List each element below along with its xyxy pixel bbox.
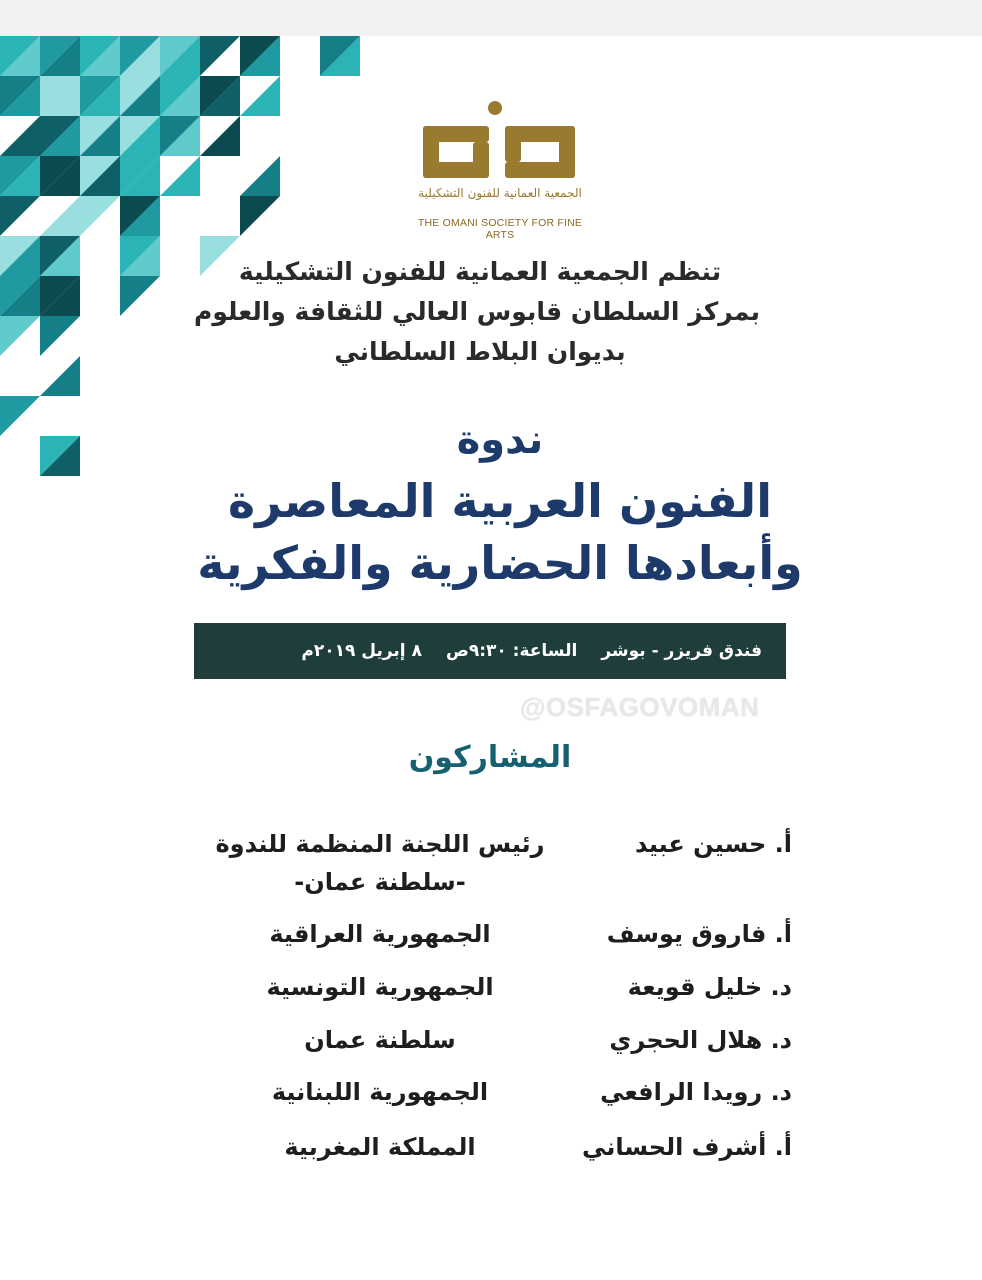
event-time: الساعة: ٩:٣٠ص bbox=[445, 641, 578, 661]
participant-role: الجمهورية التونسية bbox=[266, 973, 494, 1001]
title-line-1: ندوة bbox=[456, 417, 544, 463]
watermark: @OSFAGOVOMAN bbox=[520, 692, 760, 722]
participant-row bbox=[180, 1026, 800, 1076]
participant-row bbox=[180, 1133, 800, 1183]
participant-role: سلطنة عمان bbox=[304, 1026, 456, 1054]
participant-role-line-2: -سلطنة عمان- bbox=[294, 868, 466, 896]
pattern-triangle bbox=[160, 156, 200, 196]
title-line-2: الفنون العربية المعاصرة bbox=[228, 474, 772, 528]
participant-name: أ. أشرف الحساني bbox=[582, 1133, 792, 1161]
participant-name: أ. فاروق يوسف bbox=[606, 920, 792, 948]
pattern-triangle bbox=[200, 116, 240, 156]
intro-line-2: بمركز السلطان قابوس العالي للثقافة والعلوم bbox=[194, 297, 760, 326]
participant-name: د. رويدا الرافعي bbox=[600, 1078, 792, 1106]
top-strip bbox=[0, 0, 982, 36]
participant-row bbox=[180, 1078, 800, 1128]
seminar-title bbox=[150, 410, 850, 594]
participant-row bbox=[180, 973, 800, 1023]
intro-line-1: تنظم الجمعية العمانية للفنون التشكيلية bbox=[238, 257, 722, 286]
pattern-triangle bbox=[40, 316, 80, 356]
participant-row bbox=[180, 920, 800, 970]
pattern-triangle bbox=[40, 356, 80, 396]
logo-arabic-name: الجمعية العمانية للفنون التشكيلية bbox=[418, 186, 582, 200]
participant-role: الجمهورية اللبنانية bbox=[271, 1078, 489, 1106]
society-logo-icon bbox=[415, 100, 585, 184]
pattern-triangle bbox=[0, 396, 40, 436]
participant-role: المملكة المغربية bbox=[284, 1133, 476, 1161]
event-date: ٨ إبريل ٢٠١٩م bbox=[301, 641, 422, 661]
pattern-triangle bbox=[240, 156, 280, 196]
pattern-triangle bbox=[240, 76, 280, 116]
title-line-3: وأبعادها الحضارية والفكرية bbox=[197, 536, 803, 590]
pattern-triangle bbox=[80, 276, 120, 316]
participant-role: الجمهورية العراقية bbox=[269, 920, 491, 948]
participant-name: د. خليل قويعة bbox=[627, 973, 792, 1001]
event-details-banner bbox=[194, 623, 786, 679]
event-venue: فندق فريزر - بوشر bbox=[601, 641, 762, 661]
participant-name: أ. حسين عبيد bbox=[634, 830, 792, 858]
organizer-intro bbox=[194, 252, 760, 372]
participant-row bbox=[180, 830, 800, 896]
pattern-triangle bbox=[120, 276, 160, 316]
logo-english-name: THE OMANI SOCIETY FOR FINE ARTS bbox=[417, 217, 583, 241]
society-logo bbox=[415, 100, 585, 240]
participants-heading: المشاركون bbox=[408, 740, 572, 775]
participant-role: رئيس اللجنة المنظمة للندوة bbox=[215, 830, 545, 858]
participant-name: د. هلال الحجري bbox=[609, 1026, 792, 1054]
pattern-triangle bbox=[240, 196, 280, 236]
intro-line-3: بديوان البلاط السلطاني bbox=[334, 337, 626, 366]
